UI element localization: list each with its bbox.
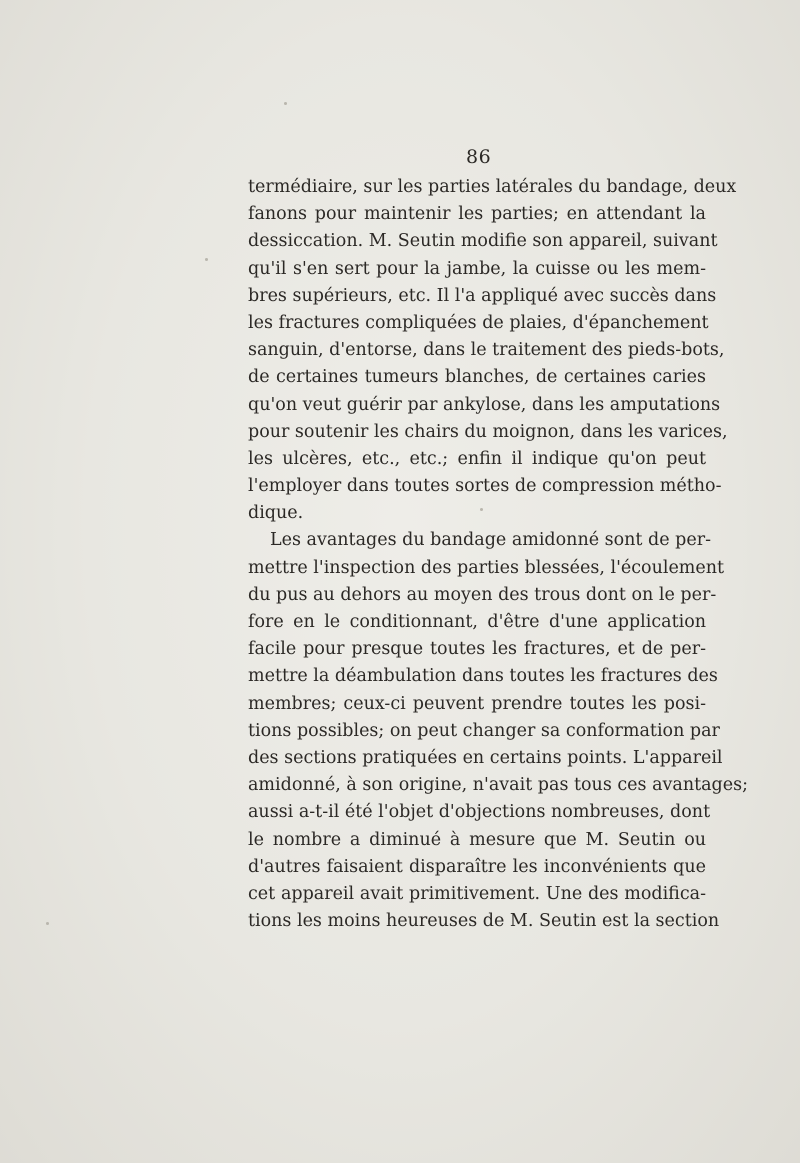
paper-speck [284, 102, 287, 105]
text-line: aussi a-t-il été l'objet d'objections nombreuses, dont [248, 802, 711, 823]
text-line: membres; ceux-ci peuvent prendre toutes les posi- [248, 693, 706, 714]
text-line: d'autres faisaient disparaître les inconvénients que [248, 856, 706, 877]
paper-speck [46, 922, 49, 925]
text-line: de certaines tumeurs blanches, de certaines caries [248, 367, 706, 388]
text-line: fore en le conditionnant, d'être d'une application [248, 612, 706, 632]
text-line: qu'on veut guérir par ankylose, dans les amputations [248, 394, 721, 415]
text-line: l'employer dans toutes sortes de compression métho- [248, 476, 722, 497]
text-line: mettre la déambulation dans toutes les fractures des [248, 666, 718, 687]
text-line: tions les moins heureuses de M. Seutin est la section [248, 911, 720, 932]
text-line: fanons pour maintenir les parties; en attendant la [248, 204, 706, 225]
text-line: dessiccation. M. Seutin modifie son appareil, suivant [248, 231, 718, 252]
text-line: sanguin, d'entorse, dans le traitement des pieds-bots, [248, 340, 725, 361]
paper-speck [205, 258, 208, 261]
text-line: le nombre a diminué à mesure que M. Seutin ou [248, 829, 706, 850]
text-line: facile pour presque toutes les fractures, et de per- [248, 639, 706, 660]
text-line: mettre l'inspection des parties blessées, l'écoulement [248, 557, 725, 578]
page-number: 86 [466, 146, 492, 168]
text-line: les ulcères, etc., etc.; enfin il indique qu'on peut [248, 448, 706, 469]
paragraph-start-line: Les avantages du bandage amidonné sont de per- [270, 530, 711, 551]
text-line: pour soutenir les chairs du moignon, dans les varices, [248, 421, 728, 442]
text-line: des sections pratiquées en certains points. L'appareil [248, 747, 723, 768]
body-text [248, 174, 748, 935]
text-line: du pus au dehors au moyen des trous dont on le per- [248, 584, 717, 605]
text-line: les fractures compliquées de plaies, d'épanchement [248, 312, 709, 333]
text-line: termédiaire, sur les parties latérales du bandage, deux [248, 177, 737, 197]
text-line: amidonné, à son origine, n'avait pas tous ces avantages; [248, 775, 748, 796]
text-line: dique. [248, 503, 304, 524]
text-line: qu'il s'en sert pour la jambe, la cuisse ou les mem- [248, 258, 706, 279]
text-line: bres supérieurs, etc. Il l'a appliqué avec succès dans [248, 285, 717, 306]
text-line: cet appareil avait primitivement. Une des modifica- [248, 883, 706, 904]
text-line: tions possibles; on peut changer sa conformation par [248, 720, 720, 741]
